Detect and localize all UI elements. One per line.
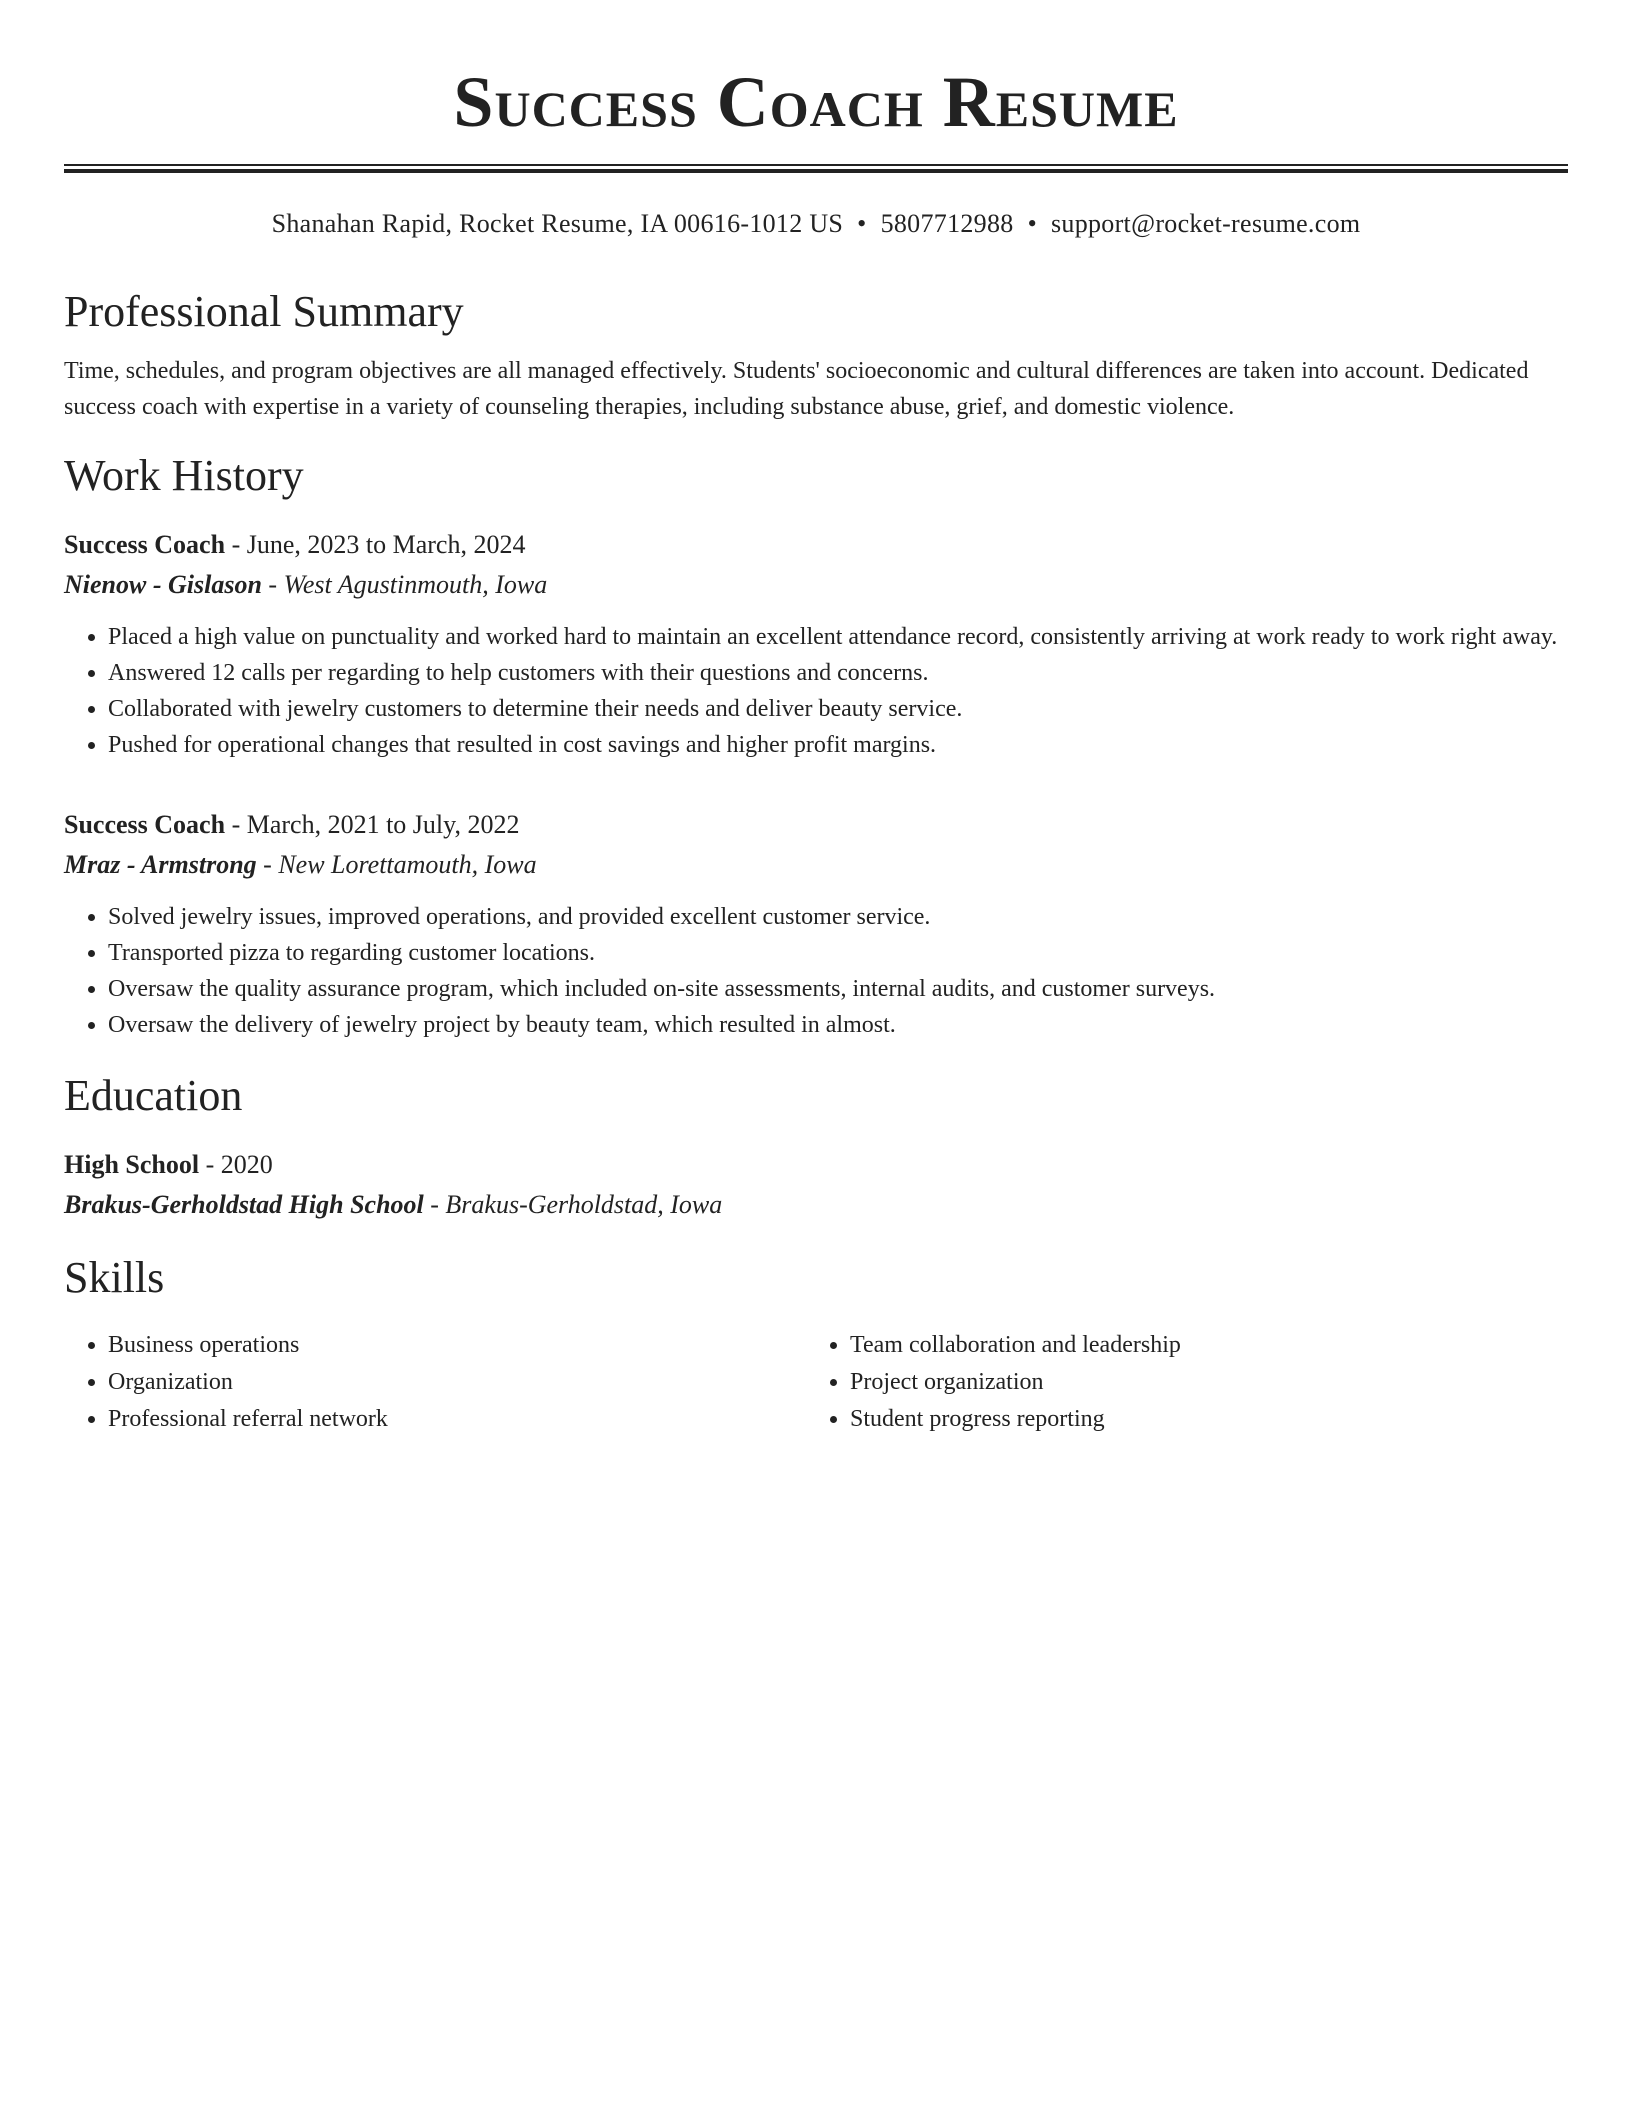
page-title: Success Coach Resume [453, 62, 1179, 142]
skill-item: • Project organization [850, 1364, 1548, 1401]
resume-page [64, 0, 1568, 1438]
contact-separator: • [1027, 209, 1037, 238]
job-company-line [64, 845, 1568, 885]
education-degree: High School [64, 1150, 200, 1179]
summary-text: Time, schedules, and program objectives are all managed effectively. Students' socioeconomic and cultural differences are taken into account. Dedicated success coach with expertise in a variety of counseling therapies, including substance abuse, grief, and domestic violence. [64, 358, 1529, 420]
job-bullet: • Solved jewelry issues, improved operations, and provided excellent customer service. [108, 899, 1568, 935]
contact-address: Shanahan Rapid, Rocket Resume, IA 00616-1012 US [271, 209, 844, 238]
job-company-line [64, 565, 1568, 605]
job-entry [64, 525, 1568, 763]
skills-grid [64, 1327, 1568, 1438]
education-degree-line [64, 1145, 1568, 1185]
skill-item: • Organization [108, 1364, 806, 1401]
skill-item: • Team collaboration and leadership [850, 1327, 1548, 1364]
job-role: Success Coach [64, 810, 226, 839]
work-history-heading: Work History [64, 451, 304, 500]
job-location: - West Agustinmouth, Iowa [261, 570, 548, 599]
job-dates: - March, 2021 to July, 2022 [225, 810, 520, 839]
job-bullet: • Oversaw the delivery of jewelry project by beauty team, which resulted in almost. [108, 1007, 1568, 1043]
job-title-line [64, 525, 1568, 565]
education-heading: Education [64, 1071, 243, 1120]
contact-phone: 5807712988 [880, 209, 1014, 238]
job-bullets [64, 899, 1568, 1043]
job-location: - New Lorettamouth, Iowa [256, 850, 537, 879]
education-school: Brakus-Gerholdstad High School [64, 1190, 424, 1219]
job-dates: - June, 2023 to March, 2024 [225, 530, 526, 559]
summary-heading: Professional Summary [64, 287, 464, 336]
skills-column-right [806, 1327, 1548, 1438]
education-entry [64, 1145, 1568, 1225]
skills-heading: Skills [64, 1253, 165, 1302]
skill-item: • Business operations [108, 1327, 806, 1364]
job-bullet: • Answered 12 calls per regarding to help customers with their questions and concerns. [108, 655, 1568, 691]
education-year: - 2020 [199, 1150, 273, 1179]
job-company: Mraz - Armstrong [64, 850, 257, 879]
job-bullet: • Transported pizza to regarding customer locations. [108, 935, 1568, 971]
job-company: Nienow - Gislason [64, 570, 262, 599]
job-bullet: • Collaborated with jewelry customers to determine their needs and deliver beauty service. [108, 691, 1568, 727]
job-bullet: • Placed a high value on punctuality and worked hard to maintain an excellent attendance record, consistently arriving at work ready to work right away. [108, 619, 1568, 655]
job-bullet: • Oversaw the quality assurance program, which included on-site assessments, internal audits, and customer surveys. [108, 971, 1568, 1007]
contact-separator: • [857, 209, 867, 238]
job-role: Success Coach [64, 530, 226, 559]
job-title-line [64, 805, 1568, 845]
contact-email: support@rocket-resume.com [1050, 209, 1361, 238]
skill-item: • Student progress reporting [850, 1401, 1548, 1438]
job-entry [64, 805, 1568, 1043]
job-bullet: • Pushed for operational changes that resulted in cost savings and higher profit margins. [108, 727, 1568, 763]
title-divider [64, 164, 1568, 173]
education-school-line [64, 1185, 1568, 1225]
contact-line [64, 207, 1568, 241]
education-location: - Brakus-Gerholdstad, Iowa [423, 1190, 723, 1219]
job-bullets [64, 619, 1568, 763]
skills-column-left [64, 1327, 806, 1438]
skill-item: • Professional referral network [108, 1401, 806, 1438]
